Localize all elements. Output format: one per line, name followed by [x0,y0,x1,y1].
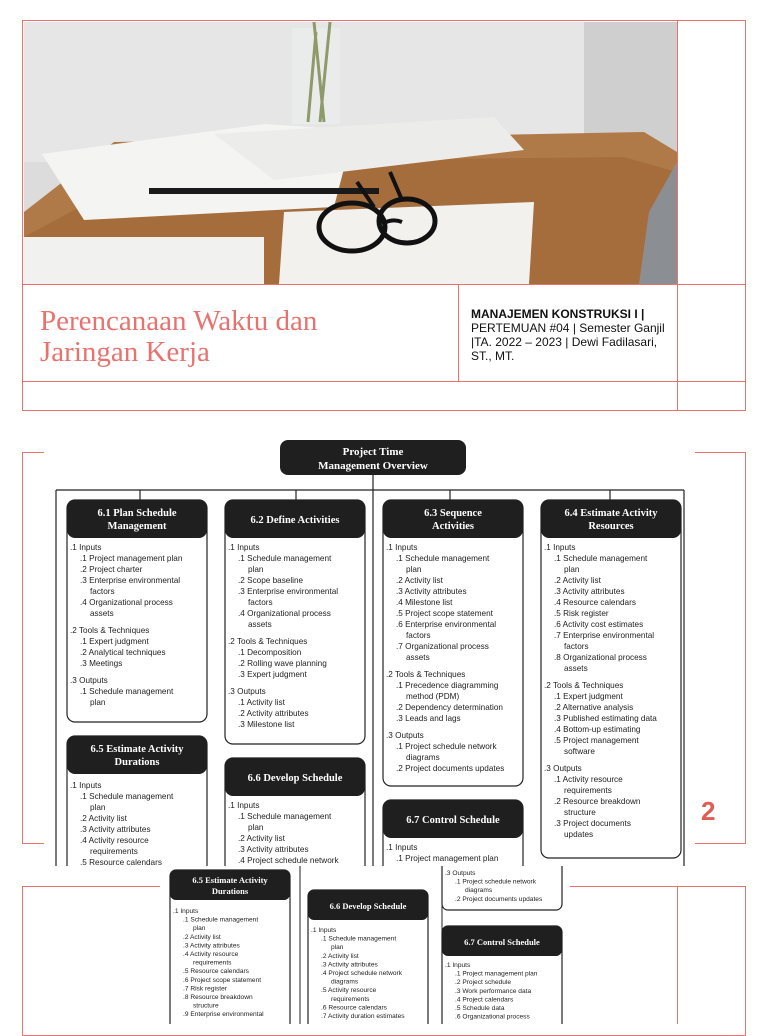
process-item-line: .3 Published estimating data [554,714,657,724]
process-item-line: .2 Scope baseline [238,576,304,585]
process-item-line: .2 Project charter [80,565,143,574]
process-item-line: .3 Activity attributes [554,587,625,596]
s3-p66-heading-1: 6.6 Develop Schedule [329,901,407,911]
process-item-line: .9 Enterprise environmental [183,1011,264,1019]
process-item-line: .1 Inputs [544,543,576,552]
title-line-2: Jaringan Kerja [40,336,210,368]
process-item-line: .3 Activity attributes [238,845,309,854]
process-item-line: factors [406,631,431,640]
process-item-line: .2 Project schedule [455,979,512,987]
process-item-line: .2 Tools & Techniques [386,670,466,680]
process-item-line: .1 Decomposition [238,648,302,658]
s3-p65-heading-1: 6.5 Estimate Activity [192,875,268,885]
process-item-line: .1 Project management plan [80,554,183,563]
process-item-line: .6 Enterprise environmental [396,620,497,629]
process-item-line: plan [90,803,106,812]
process-item-line: diagrams [331,978,359,986]
s3-p67-heading-1: 6.7 Control Schedule [464,937,540,947]
process-item-line: diagrams [465,887,493,895]
page-number: 2 [701,796,716,826]
p64-heading-1: 6.4 Estimate Activity [564,508,658,519]
p63-heading-1: 6.3 Sequence [424,508,482,519]
s3-p65-heading-2: Durations [211,886,249,896]
process-6-4 [541,500,681,858]
process-item-line: .2 Tools & Techniques [70,626,150,636]
course-name: MANAJEMEN KONSTRUKSI I | [471,307,645,321]
process-6-7-continued [442,926,562,1024]
process-item-line: .3 Outputs [386,731,424,741]
process-item-line: .5 Activity resource [321,987,377,995]
process-item-line: .3 Outputs [70,676,108,686]
process-item-line: factors [564,642,589,651]
process-item-line: .3 Work performance data [455,987,532,995]
process-item-line: plan [90,698,106,708]
process-item-line: .6 Organizational process [455,1013,530,1021]
time-management-diagram-continued [160,866,570,1024]
process-item-line: .1 Activity list [238,698,285,708]
process-item-line: .3 Outputs [445,870,476,877]
process-item-line: .4 Activity resource [80,836,149,845]
process-item-line: .4 Resource calendars [554,598,636,607]
process-item-line: .3 Enterprise environmental [238,587,339,596]
process-item-line: .3 Activity attributes [321,961,378,969]
process-item-line: updates [564,830,594,840]
process-item-line: .5 Risk register [554,609,609,618]
process-item-line: .1 Schedule management [321,935,397,943]
p65-heading-1: 6.5 Estimate Activity [90,744,184,755]
hero-photo [24,22,677,284]
title-line-1: Perencanaan Waktu dan [40,305,318,337]
process-item-line: .1 Schedule management [183,916,259,924]
process-item-line: .3 Activity attributes [80,825,151,834]
process-item-line: .8 Resource breakdown [183,994,253,1001]
process-item-line: .5 Resource calendars [183,968,249,976]
process-item-line: .1 Schedule management [80,792,174,801]
process-item-line: .3 Outputs [544,764,582,774]
process-item-line: .1 Precedence diagramming [396,681,499,691]
process-item-line: .1 Inputs [173,908,199,915]
slide-3-right-rule [677,886,678,1024]
process-item-line: .1 Inputs [386,843,418,852]
process-6-5-continued [170,870,290,1024]
process-item-line: factors [248,598,273,607]
p64-heading-2: Resources [588,521,634,532]
process-item-line: .2 Activity list [80,814,127,823]
process-item-line: .5 Resource calendars [80,858,162,866]
process-item-line: .2 Analytical techniques [80,648,166,658]
process-item-line: .1 Inputs [70,781,102,790]
process-item-line: .5 Schedule data [455,1005,505,1012]
process-item-line: assets [248,620,272,629]
process-item-line: .4 Project schedule network [238,856,339,865]
process-6-3 [383,500,523,786]
process-item-line: .1 Schedule management [238,812,332,821]
process-item-line: .6 Activity cost estimates [554,620,644,629]
process-item-line: .7 Activity duration estimates [321,1013,405,1020]
process-item-line: .1 Project schedule network [396,742,497,752]
process-item-line: .1 Schedule management [238,554,332,563]
process-item-line: .2 Alternative analysis [554,703,634,713]
process-item-line: .3 Activity attributes [396,587,467,596]
process-item-line: .1 Inputs [311,927,337,934]
process-item-line: plan [248,823,264,832]
p63-heading-2: Activities [432,521,474,532]
process-item-line: structure [564,808,596,818]
process-item-line: .3 Meetings [80,659,123,669]
process-item-line: .3 Milestone list [238,720,295,730]
process-item-line: .3 Enterprise environmental [80,576,181,585]
process-item-line: assets [564,664,588,673]
course-details: PERTEMUAN #04 | Semester Ganjil |TA. 2022 – 2023 | Dewi Fadilasari, ST., MT. [471,321,665,363]
process-item-line: .1 Project schedule network [455,878,536,886]
process-item-line: .5 Project management [554,736,639,746]
process-item-line: .7 Enterprise environmental [554,631,655,640]
process-item-line: .2 Project documents updates [455,895,543,903]
process-item-line: .1 Activity resource [554,775,623,785]
presentation-title [40,306,450,368]
process-item-line: .1 Inputs [386,543,418,552]
process-item-line: .2 Activity list [396,576,443,585]
title-slide-right-rule [677,20,678,411]
title-slide-hrule-top [22,284,746,285]
process-item-line: .2 Activity list [183,933,221,941]
process-item-line: .1 Schedule management [396,554,490,563]
process-6-7 [383,800,523,866]
p61-heading-1: 6.1 Plan Schedule [97,508,177,519]
process-item-line: .4 Activity resource [183,951,239,958]
process-item-line: assets [406,653,430,662]
process-item-line: assets [90,609,114,618]
title-slide-vrule [458,284,459,381]
process-item-line: .1 Expert judgment [554,692,623,702]
diagram-title-box [280,440,466,475]
process-item-line: .8 Organizational process [554,653,647,662]
process-item-line: .2 Activity list [238,834,285,843]
diagram-title-line-2: Management Overview [318,460,428,472]
process-item-line: method (PDM) [406,692,460,702]
process-item-line: .3 Expert judgment [238,670,307,680]
process-6-5 [67,736,207,866]
process-item-line: requirements [193,959,232,967]
process-6-2 [225,500,365,744]
process-item-line: .2 Resource breakdown [554,797,641,807]
process-item-line: .2 Activity list [554,576,601,585]
process-item-line: factors [90,587,115,596]
process-item-line: plan [193,925,206,933]
process-item-line: plan [248,565,264,574]
process-item-line: .6 Resource calendars [321,1004,387,1012]
time-management-diagram [44,434,695,866]
process-item-line: .4 Bottom-up estimating [554,725,641,735]
process-item-line: .2 Rolling wave planning [238,659,327,669]
process-item-line: .2 Project documents updates [396,764,505,774]
process-6-3-tail [442,866,562,910]
process-item-line: .3 Project documents [554,819,631,829]
p61-heading-2: Management [107,521,167,532]
process-item-line: plan [564,565,580,574]
process-item-line: .5 Project scope statement [396,609,493,618]
process-item-line: .2 Dependency determination [396,703,503,713]
process-item-line: .1 Project management plan [396,854,499,863]
process-item-line: requirements [564,786,612,796]
process-item-line: .7 Organizational process [396,642,489,651]
process-item-line: .2 Tools & Techniques [544,681,624,691]
process-item-line: .6 Project scope statement [183,976,262,984]
process-item-line: .2 Activity attributes [238,709,309,719]
process-item-line: software [564,747,595,757]
title-slide-hrule-bottom [22,381,746,382]
process-item-line: .1 Inputs [445,962,471,969]
process-item-line: .1 Inputs [228,801,260,810]
process-item-line: .4 Milestone list [396,598,453,607]
process-item-line: .4 Organizational process [238,609,331,618]
process-item-line: structure [193,1002,219,1010]
process-item-line: .1 Inputs [70,543,102,552]
process-item-line: .4 Project calendars [455,996,514,1004]
p67-heading-1: 6.7 Control Schedule [406,815,500,826]
process-6-1 [67,500,207,722]
course-info [471,307,671,363]
process-item-line: requirements [90,847,138,856]
process-item-line: .3 Activity attributes [183,942,240,950]
process-item-line: .2 Activity list [321,952,359,960]
p65-heading-2: Durations [114,757,160,768]
process-6-6 [225,758,365,866]
process-item-line: .3 Leads and lags [396,714,461,724]
process-item-line: requirements [331,995,370,1003]
process-item-line: .1 Schedule management [80,687,174,697]
process-item-line: .3 Outputs [228,687,266,697]
diagram-title-line-1: Project Time [342,446,404,458]
process-item-line: .1 Inputs [228,543,260,552]
p62-heading-1: 6.2 Define Activities [250,515,340,526]
process-item-line: .4 Organizational process [80,598,173,607]
process-item-line: plan [406,565,422,574]
process-item-line: .2 Tools & Techniques [228,637,308,647]
p66-heading-1: 6.6 Develop Schedule [247,773,343,784]
process-item-line: diagrams [406,753,440,763]
process-item-line: .4 Project schedule network [321,970,402,977]
process-6-6-continued [308,890,428,1024]
process-item-line: plan [331,944,344,952]
process-item-line: .7 Risk register [183,985,227,993]
process-item-line: .1 Project management plan [455,970,538,978]
process-item-line: .1 Expert judgment [80,637,149,647]
process-item-line: .1 Schedule management [554,554,648,563]
